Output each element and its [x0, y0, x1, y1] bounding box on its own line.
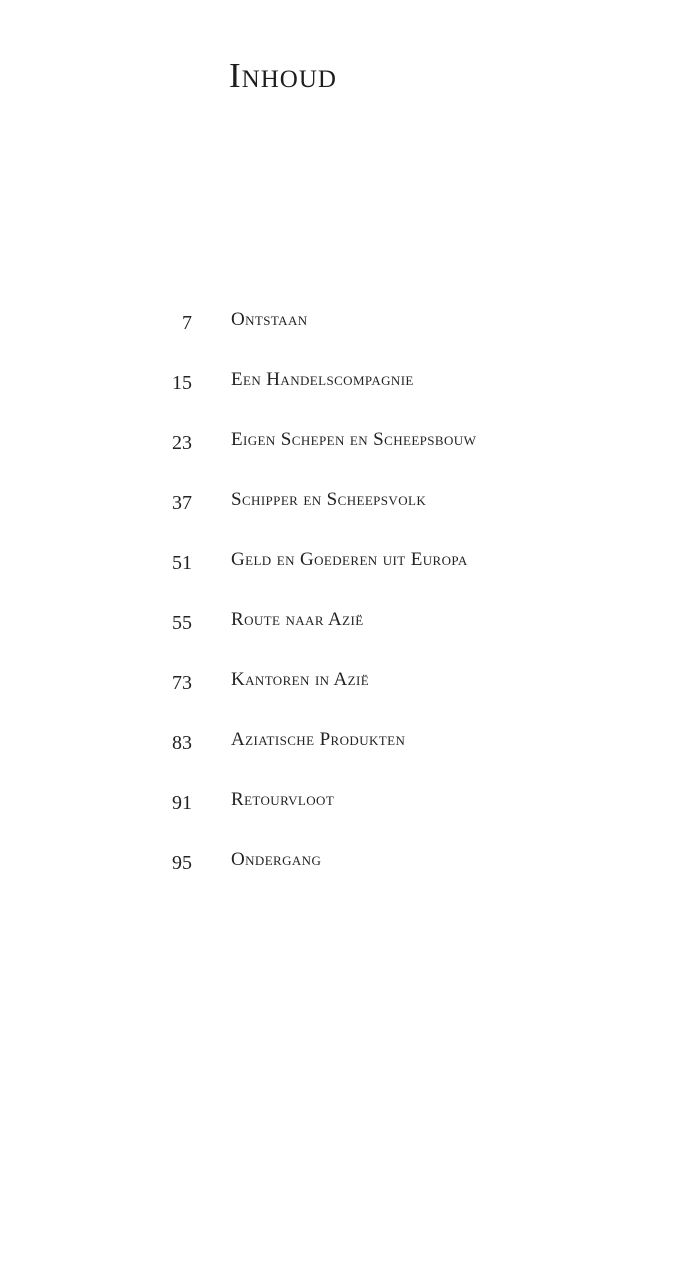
- toc-entry: [0, 484, 693, 544]
- toc-page-number: 83: [172, 732, 192, 754]
- toc-page-number: 95: [172, 852, 192, 874]
- toc-chapter-title: Een Handelscompagnie: [231, 369, 414, 390]
- toc-entry: [0, 544, 693, 604]
- toc-entry: [0, 724, 693, 784]
- toc-page-number: 23: [172, 432, 192, 454]
- toc-chapter-title: Eigen Schepen en Scheepsbouw: [231, 429, 477, 450]
- toc-chapter-title: Retourvloot: [231, 789, 335, 810]
- toc-chapter-title: Ontstaan: [231, 309, 308, 330]
- toc-entry: [0, 364, 693, 424]
- toc-entry: [0, 424, 693, 484]
- page-title: Inhoud: [229, 56, 337, 95]
- toc-entry: [0, 664, 693, 724]
- toc-entry: [0, 784, 693, 844]
- toc-page-number: 55: [172, 612, 192, 634]
- toc-page-number: 73: [172, 672, 192, 694]
- toc-chapter-title: Aziatische Produkten: [231, 729, 406, 750]
- toc-page-number: 91: [172, 792, 192, 814]
- toc-page-number: 51: [172, 552, 192, 574]
- toc-chapter-title: Ondergang: [231, 849, 322, 870]
- table-of-contents: [0, 304, 693, 904]
- toc-page-number: 15: [172, 372, 192, 394]
- toc-chapter-title: Geld en Goederen uit Europa: [231, 549, 468, 570]
- toc-entry: [0, 844, 693, 904]
- toc-chapter-title: Schipper en Scheepsvolk: [231, 489, 427, 510]
- toc-page-number: 37: [172, 492, 192, 514]
- toc-chapter-title: Route naar Azië: [231, 609, 364, 630]
- toc-chapter-title: Kantoren in Azië: [231, 669, 370, 690]
- toc-page-number: 7: [182, 312, 192, 334]
- toc-entry: [0, 604, 693, 664]
- toc-entry: [0, 304, 693, 364]
